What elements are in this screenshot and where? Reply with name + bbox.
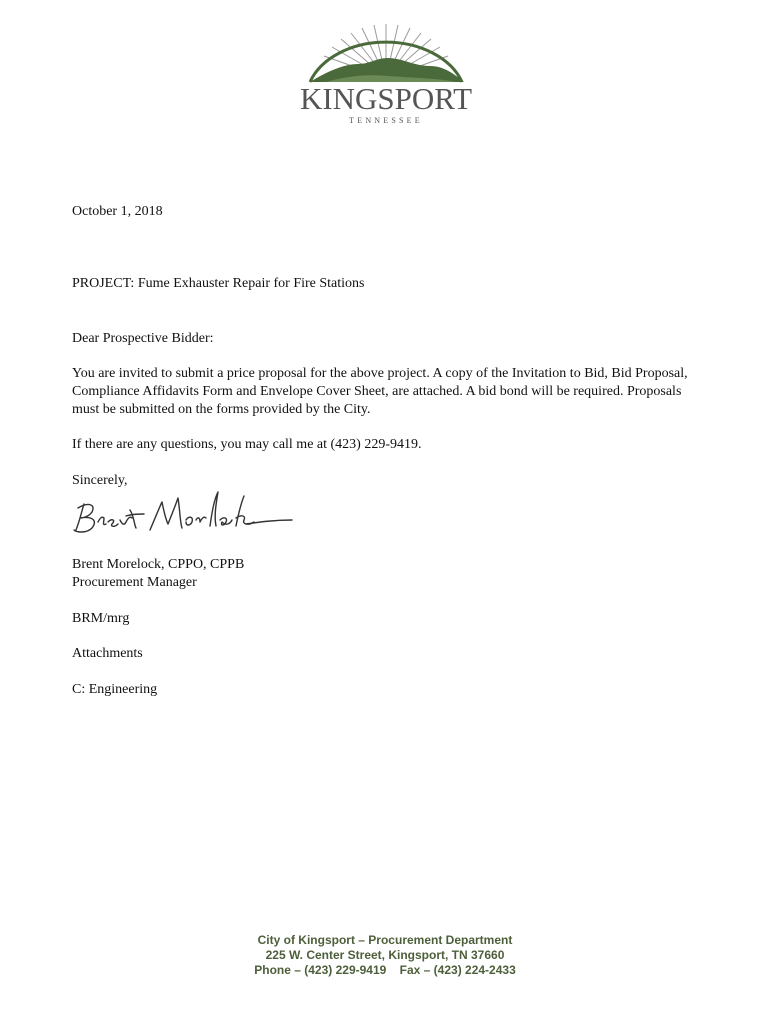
body-paragraph-2: If there are any questions, you may call me at (423) 229-9419. bbox=[72, 437, 422, 452]
footer-department: City of Kingsport – Procurement Department bbox=[257, 933, 513, 947]
letter-date: October 1, 2018 bbox=[72, 204, 163, 219]
salutation: Dear Prospective Bidder: bbox=[72, 331, 214, 346]
project-line: PROJECT: Fume Exhauster Repair for Fire Stations bbox=[72, 276, 365, 291]
letter-footer bbox=[0, 933, 770, 978]
footer-address: 225 W. Center Street, Kingsport, TN 37660 bbox=[265, 948, 505, 962]
attachments-note: Attachments bbox=[72, 646, 143, 661]
kingsport-hills-emblem bbox=[296, 20, 476, 90]
closing: Sincerely, bbox=[72, 473, 128, 488]
signer-name: Brent Morelock, CPPO, CPPB bbox=[72, 557, 245, 572]
logo-wordmark: KINGSPORT bbox=[299, 81, 473, 116]
body-paragraph-1: You are invited to submit a price proposal for the above project. A copy of the Invitation to Bid, Bid Proposal, Compliance Affidavits Form and Envelope Cover Sheet, are attached. A bid bond will be required. Proposals must be submitted on the forms provided by the City. bbox=[72, 366, 688, 417]
cc-line: C: Engineering bbox=[72, 682, 158, 697]
handwritten-signature bbox=[70, 486, 295, 540]
initials: BRM/mrg bbox=[72, 611, 130, 626]
logo-state: TENNESSEE bbox=[349, 116, 423, 125]
footer-phone-fax: Phone – (423) 229-9419 Fax – (423) 224-2433 bbox=[254, 963, 516, 977]
kingsport-logo bbox=[296, 20, 476, 130]
signer-title: Procurement Manager bbox=[72, 575, 197, 590]
